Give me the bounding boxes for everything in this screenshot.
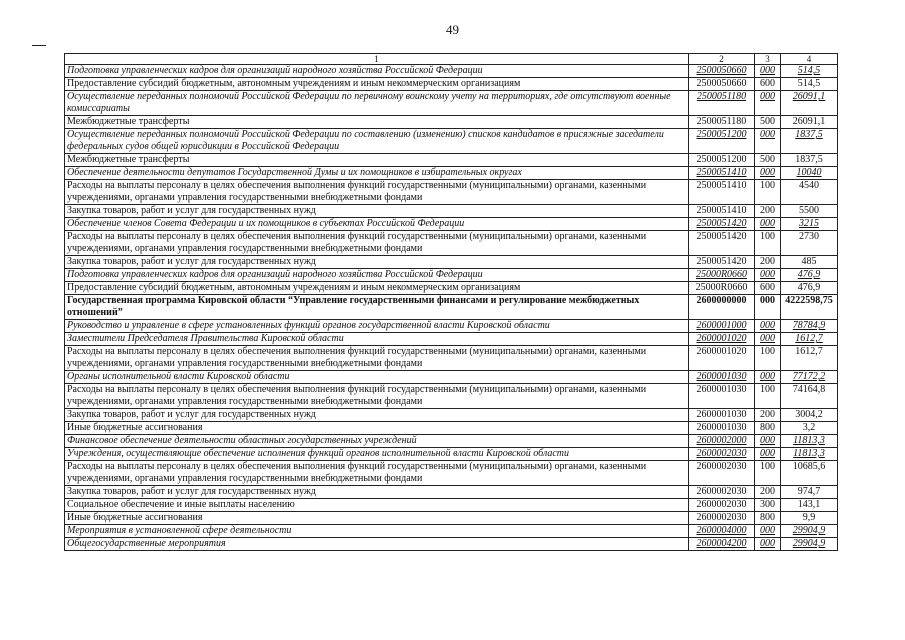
table-row [65, 333, 838, 346]
row-code-cell: 2600001000 [689, 320, 755, 333]
row-expense-type-cell: 100 [755, 231, 781, 256]
row-amount-cell: 4222598,75 [781, 295, 838, 320]
table-row [65, 512, 838, 525]
column-header: 4 [781, 54, 838, 65]
row-name-cell: Расходы на выплаты персоналу в целях обеспечения выполнения функций государственными (муниципальными) органами, казенными учреждениями, органами управления государственными внебюджетными фондами [65, 180, 689, 205]
table-row [65, 154, 838, 167]
table-body [65, 65, 838, 551]
row-name-cell: Мероприятия в установленной сфере деятельности [65, 525, 689, 538]
row-code-cell: 2600000000 [689, 295, 755, 320]
row-code-cell: 2600001030 [689, 371, 755, 384]
row-amount-cell: 11813,3 [781, 435, 838, 448]
row-expense-type-cell: 000 [755, 538, 781, 551]
row-name-cell: Иные бюджетные ассигнования [65, 422, 689, 435]
row-expense-type-cell: 100 [755, 461, 781, 486]
row-expense-type-cell: 000 [755, 167, 781, 180]
row-amount-cell: 1612,7 [781, 346, 838, 371]
row-expense-type-cell: 000 [755, 295, 781, 320]
row-name-cell: Руководство и управление в сфере установленных функций органов государственной власти Кировской области [65, 320, 689, 333]
table-row [65, 371, 838, 384]
table-row [65, 256, 838, 269]
row-expense-type-cell: 500 [755, 154, 781, 167]
row-name-cell: Закупка товаров, работ и услуг для государственных нужд [65, 205, 689, 218]
table-row [65, 65, 838, 78]
row-expense-type-cell: 200 [755, 486, 781, 499]
row-name-cell: Осуществление переданных полномочий Российской Федерации по первичному воинскому учету на территориях, где отсутствуют военные комиссариаты [65, 91, 689, 116]
row-amount-cell: 4540 [781, 180, 838, 205]
row-name-cell: Иные бюджетные ассигнования [65, 512, 689, 525]
row-amount-cell: 3215 [781, 218, 838, 231]
row-amount-cell: 3,2 [781, 422, 838, 435]
table-row [65, 269, 838, 282]
row-expense-type-cell: 200 [755, 205, 781, 218]
table-header-row [65, 54, 838, 65]
table-row [65, 409, 838, 422]
table-row [65, 525, 838, 538]
row-amount-cell: 78784,9 [781, 320, 838, 333]
row-code-cell: 2500051200 [689, 129, 755, 154]
table-row [65, 422, 838, 435]
row-amount-cell: 10040 [781, 167, 838, 180]
row-code-cell: 2600002030 [689, 486, 755, 499]
table-row [65, 116, 838, 129]
row-code-cell: 2500050660 [689, 65, 755, 78]
row-code-cell: 2500051180 [689, 91, 755, 116]
row-code-cell: 2600001030 [689, 409, 755, 422]
row-name-cell: Подготовка управленческих кадров для организаций народного хозяйства Российской Федерации [65, 65, 689, 78]
row-amount-cell: 1612,7 [781, 333, 838, 346]
row-amount-cell: 11813,3 [781, 448, 838, 461]
table-row [65, 129, 838, 154]
row-amount-cell: 77172,2 [781, 371, 838, 384]
row-code-cell: 2500051410 [689, 205, 755, 218]
table-row [65, 78, 838, 91]
table-row [65, 205, 838, 218]
row-code-cell: 2500051180 [689, 116, 755, 129]
table-row [65, 91, 838, 116]
row-name-cell: Предоставление субсидий бюджетным, автономным учреждениям и иным некоммерческим организациям [65, 78, 689, 91]
row-code-cell: 2500050660 [689, 78, 755, 91]
row-expense-type-cell: 200 [755, 409, 781, 422]
row-name-cell: Органы исполнительной власти Кировской области [65, 371, 689, 384]
table-row [65, 384, 838, 409]
row-code-cell: 2500051410 [689, 180, 755, 205]
row-expense-type-cell: 100 [755, 346, 781, 371]
table-row [65, 346, 838, 371]
row-amount-cell: 29904,9 [781, 525, 838, 538]
row-name-cell: Закупка товаров, работ и услуг для государственных нужд [65, 409, 689, 422]
row-code-cell: 2600001020 [689, 346, 755, 371]
row-expense-type-cell: 800 [755, 422, 781, 435]
row-code-cell: 2600004000 [689, 525, 755, 538]
row-expense-type-cell: 000 [755, 65, 781, 78]
row-expense-type-cell: 000 [755, 129, 781, 154]
table-row [65, 218, 838, 231]
table-row [65, 320, 838, 333]
row-name-cell: Заместители Председателя Правительства Кировской области [65, 333, 689, 346]
row-amount-cell: 10685,6 [781, 461, 838, 486]
row-expense-type-cell: 100 [755, 384, 781, 409]
row-code-cell: 2500051200 [689, 154, 755, 167]
row-code-cell: 25000R0660 [689, 282, 755, 295]
row-expense-type-cell: 000 [755, 448, 781, 461]
row-expense-type-cell: 600 [755, 78, 781, 91]
row-name-cell: Обеспечение членов Совета Федерации и их помощников в субъектах Российской Федерации [65, 218, 689, 231]
row-expense-type-cell: 000 [755, 269, 781, 282]
row-code-cell: 2600002030 [689, 512, 755, 525]
row-name-cell: Финансовое обеспечение деятельности областных государственных учреждений [65, 435, 689, 448]
row-name-cell: Расходы на выплаты персоналу в целях обеспечения выполнения функций государственными (муниципальными) органами, казенными учреждениями, органами управления государственными внебюджетными фондами [65, 461, 689, 486]
row-name-cell: Социальное обеспечение и иные выплаты населению [65, 499, 689, 512]
row-name-cell: Закупка товаров, работ и услуг для государственных нужд [65, 256, 689, 269]
row-name-cell: Межбюджетные трансферты [65, 116, 689, 129]
row-expense-type-cell: 000 [755, 320, 781, 333]
row-name-cell: Подготовка управленческих кадров для организаций народного хозяйства Российской Федерации [65, 269, 689, 282]
row-code-cell: 2500051410 [689, 167, 755, 180]
table-row [65, 282, 838, 295]
table-row [65, 486, 838, 499]
row-name-cell: Расходы на выплаты персоналу в целях обеспечения выполнения функций государственными (муниципальными) органами, казенными учреждениями, органами управления государственными внебюджетными фондами [65, 346, 689, 371]
table-row [65, 231, 838, 256]
row-expense-type-cell: 300 [755, 499, 781, 512]
row-amount-cell: 476,9 [781, 282, 838, 295]
row-code-cell: 2600002030 [689, 499, 755, 512]
row-code-cell: 25000R0660 [689, 269, 755, 282]
row-amount-cell: 74164,8 [781, 384, 838, 409]
column-header: 3 [755, 54, 781, 65]
table-row [65, 295, 838, 320]
table-row [65, 461, 838, 486]
row-expense-type-cell: 000 [755, 435, 781, 448]
row-code-cell: 2600002000 [689, 435, 755, 448]
row-code-cell: 2500051420 [689, 256, 755, 269]
row-code-cell: 2600001030 [689, 422, 755, 435]
row-code-cell: 2500051420 [689, 231, 755, 256]
margin-dash [32, 45, 46, 46]
table-row [65, 538, 838, 551]
table-row [65, 499, 838, 512]
row-amount-cell: 9,9 [781, 512, 838, 525]
table-row [65, 180, 838, 205]
row-expense-type-cell: 000 [755, 525, 781, 538]
table-row [65, 167, 838, 180]
row-expense-type-cell: 600 [755, 282, 781, 295]
row-amount-cell: 26091,1 [781, 91, 838, 116]
row-name-cell: Межбюджетные трансферты [65, 154, 689, 167]
table-row [65, 435, 838, 448]
row-name-cell: Государственная программа Кировской области “Управление государственными финансами и регулирование межбюджетных отношений” [65, 295, 689, 320]
row-expense-type-cell: 800 [755, 512, 781, 525]
row-amount-cell: 514,5 [781, 78, 838, 91]
row-code-cell: 2600004200 [689, 538, 755, 551]
row-name-cell: Общегосударственные мероприятия [65, 538, 689, 551]
column-header: 1 [65, 54, 689, 65]
row-amount-cell: 3004,2 [781, 409, 838, 422]
page-number: 49 [446, 22, 459, 37]
row-name-cell: Осуществление переданных полномочий Российской Федерации по составлению (изменению) списков кандидатов в присяжные заседатели федеральных судов общей юрисдикции в Российской Федерации [65, 129, 689, 154]
row-code-cell: 2500051420 [689, 218, 755, 231]
row-amount-cell: 476,9 [781, 269, 838, 282]
row-name-cell: Расходы на выплаты персоналу в целях обеспечения выполнения функций государственными (муниципальными) органами, казенными учреждениями, органами управления государственными внебюджетными фондами [65, 384, 689, 409]
row-amount-cell: 1837,5 [781, 154, 838, 167]
row-name-cell: Учреждения, осуществляющие обеспечение исполнения функций органов исполнительной власти Кировской области [65, 448, 689, 461]
row-code-cell: 2600002030 [689, 448, 755, 461]
row-expense-type-cell: 500 [755, 116, 781, 129]
row-amount-cell: 29904,9 [781, 538, 838, 551]
row-amount-cell: 485 [781, 256, 838, 269]
row-amount-cell: 974,7 [781, 486, 838, 499]
row-expense-type-cell: 000 [755, 333, 781, 346]
row-amount-cell: 26091,1 [781, 116, 838, 129]
row-amount-cell: 143,1 [781, 499, 838, 512]
row-amount-cell: 514,5 [781, 65, 838, 78]
row-amount-cell: 2730 [781, 231, 838, 256]
budget-table [64, 53, 838, 551]
column-header: 2 [689, 54, 755, 65]
row-amount-cell: 1837,5 [781, 129, 838, 154]
row-expense-type-cell: 000 [755, 371, 781, 384]
row-expense-type-cell: 000 [755, 91, 781, 116]
row-code-cell: 2600001030 [689, 384, 755, 409]
row-amount-cell: 5500 [781, 205, 838, 218]
row-name-cell: Закупка товаров, работ и услуг для государственных нужд [65, 486, 689, 499]
row-code-cell: 2600001020 [689, 333, 755, 346]
row-expense-type-cell: 100 [755, 180, 781, 205]
row-name-cell: Предоставление субсидий бюджетным, автономным учреждениям и иным некоммерческим организациям [65, 282, 689, 295]
row-code-cell: 2600002030 [689, 461, 755, 486]
row-expense-type-cell: 200 [755, 256, 781, 269]
table-row [65, 448, 838, 461]
row-name-cell: Обеспечение деятельности депутатов Государственной Думы и их помощников в избирательных округах [65, 167, 689, 180]
row-name-cell: Расходы на выплаты персоналу в целях обеспечения выполнения функций государственными (муниципальными) органами, казенными учреждениями, органами управления государственными внебюджетными фондами [65, 231, 689, 256]
row-expense-type-cell: 000 [755, 218, 781, 231]
